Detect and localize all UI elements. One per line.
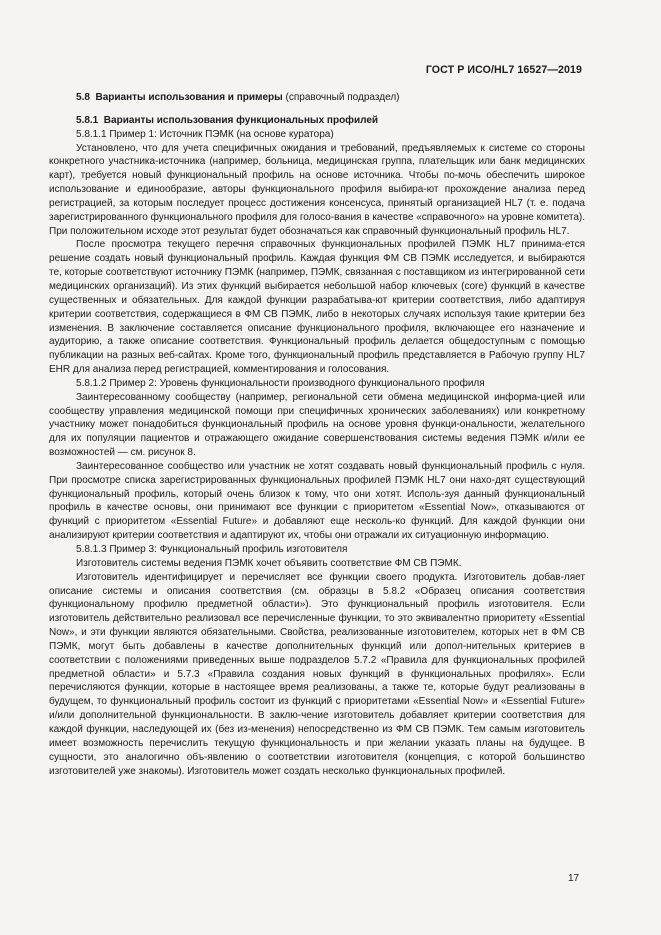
paragraph: Заинтересованному сообществу (например, региональной сети обмена медицинской информа-цией или сообществу управления медицинской помощи при специфичных хронических заболеваниях) или конкретному участнику может понадобиться функциональный профиль на основе уровня функци-ональности, желательного для их популяции пациентов и отражающего ожидание совершенствования системы ведения ПЭМК и/или ее возможностей — см. рисунок 8.: [49, 391, 585, 459]
document-body: [49, 91, 585, 778]
section-heading: [49, 91, 585, 105]
item-heading: 5.8.1.2 Пример 2: Уровень функциональности производного функционального профиля: [76, 377, 485, 389]
item-heading: 5.8.1.1 Пример 1: Источник ПЭМК (на основе куратора): [76, 128, 334, 140]
paragraph: Изготовитель системы ведения ПЭМК хочет объявить соответствие ФМ СВ ПЭМК.: [76, 557, 462, 569]
item-heading: 5.8.1.3 Пример 3: Функциональный профиль изготовителя: [76, 544, 348, 555]
subsection-title: Варианты использования функциональных профилей: [103, 114, 379, 126]
paragraph: Заинтересованное сообщество или участник не хотят создавать новый функциональный профиль с нуля. При просмотре списка зарегистрированных функциональных профилей ПЭМК HL7 они нахо-дят существующий функциональный профиль, который очень близок к тому, что они хотят. Исполь-зуя данный функциональный профиль в качестве основы, они принимают все функции с приоритетом «Essential Now», отказываются от функций с приоритетом «Essential Future» и добавляют еще несколь-ко функций. Для каждой функции они анализируют критерии соответствия и адаптируют их, чтобы они отражали их ситуационную информацию.: [49, 460, 585, 542]
paragraph: Установлено, что для учета специфичных ожидания и требований, предъявляемых к системе со стороны конкретного участника-источника (например, больница, медицинская группа, плательщик или банк медицинских карт), требуется новый функциональный профиль на основе источника. Чтобы по-мочь обеспечить широкое использование и единообразие, авторы функционального профиля выбира-ют прохождение анализа перед регистрацией, за которым последует процесс достижения консенсуса, принятый организацией HL7 (т. е. подача зарегистрированного функционального профиля для голосо-вания в качестве «справочного» на уровне комитета). При положительном исходе этот результат будет обозначаться как справочный функциональный профиль HL7.: [49, 142, 585, 237]
subsection-heading: [49, 114, 585, 128]
section-title: Варианты использования и примеры: [95, 92, 283, 103]
page-number: 17: [568, 873, 580, 884]
paragraph: После просмотра текущего перечня справочных функциональных профилей ПЭМК HL7 принима-ется решение создать новый функциональный профиль. Каждая функция ФМ СВ ПЭМК исследуется, и выбираются те, которые соответствуют источнику ПЭМК (например, ПЭМК, связанная с поставщиком из интегрированной сети медицинских организаций). Из этих функций выбирается небольшой набор ключевых (core) функций в качестве существенных и обязательных. Для каждой функции разрабатыва-ют критерии соответствия, либо адаптируя критерии соответствия, содержащиеся в ФМ СВ ПЭМК, либо в некоторых случаях используя такие критерии без изменения. В заключение составляется описание функционального профиля, включающее его назначение и аудиторию, а также описание соответствия. Функциональный профиль делается общедоступным с помощью публикации на разных веб-сайтах. Кроме того, функциональный профиль представляется в Рабочую группу HL7 EHR для анализа перед регистрацией, комментирования и голосования.: [49, 239, 585, 376]
paragraph: Изготовитель идентифицирует и перечисляет все функции своего продукта. Изготовитель добав-ляет описание системы и описания соответствия (см. образцы в 5.8.2 «Образец описания соответствия функциональному профилю предметной области»). Это функциональный профиль изготовителя. Если изготовитель действительно реализовал все перечисленные функции, то это эквивалентно приоритету «Essential Now», и эти функции являются обязательными. Свойства, реализованные изготовителем, которых нет в ФМ СВ ПЭМК, могут быть добавлены в качестве дополнительных функций или допол-нительных критериев в соответствии с положениями приведенных выше подразделов 5.7.2 «Правила для функциональных профилей предметной области» и 5.7.3 «Правила создания новых функций в функциональных профилях». Если перечисляются функции, которые в настоящее время реализованы, а также те, которые будут реализованы в будущем, то функциональный профиль состоит из функций с приоритетами «Essential Now» и «Essential Future» и/или дополнительной функциональности. В заклю-чение изготовитель добавляет критерии соответствия для каждой функции, наследующей их (без из-менения) непосредственно из ФМ СВ ПЭМК. Тем самым изготовитель имеет возможность перечислить текущую функциональность и при желании указать планы на будущее. В сущности, это аналогично объ-явлению о соответствии изготовителя (концепция, с которой большинство изготовителей уже знакомы). Изготовитель может создать несколько функциональных профилей.: [49, 571, 585, 777]
section-number: 5.8: [76, 92, 90, 103]
document-header: ГОСТ Р ИСО/HL7 16527—2019: [425, 64, 582, 76]
section-note: (справочный подраздел): [285, 92, 400, 103]
subsection-number: 5.8.1: [76, 114, 99, 126]
